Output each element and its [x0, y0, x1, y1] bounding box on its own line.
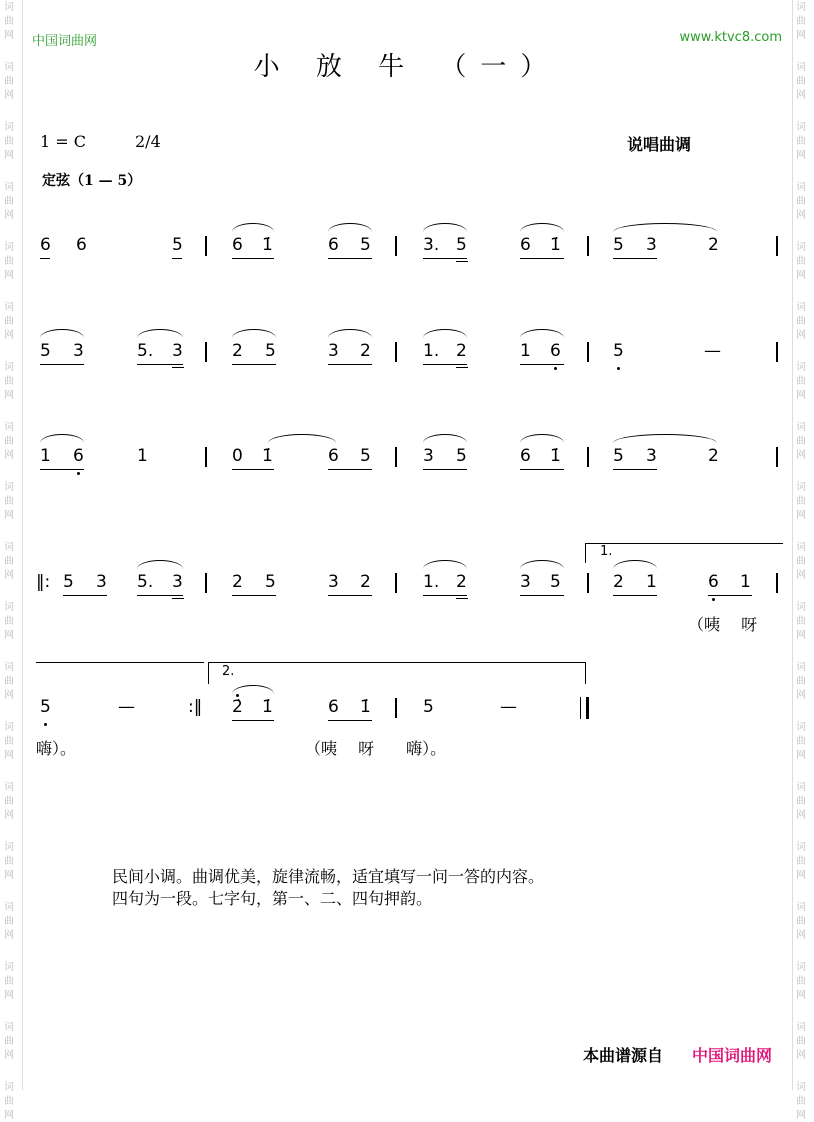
genre-label: 说唱曲调	[627, 135, 692, 154]
watermark-char: 网	[796, 210, 806, 221]
note: 2	[613, 572, 624, 592]
slur	[232, 329, 276, 338]
note: 3	[646, 446, 657, 466]
note: 6	[232, 235, 243, 255]
underline	[232, 469, 274, 470]
footer-source-link[interactable]: 中国词曲网	[692, 1046, 773, 1065]
watermark-char: 词	[796, 662, 806, 673]
watermark-char: 网	[4, 810, 14, 821]
watermark-char: 词	[796, 782, 806, 793]
watermark-char: 词	[796, 722, 806, 733]
watermark-char: 曲	[796, 376, 806, 387]
note: 0	[232, 446, 243, 466]
watermark-char: 词	[4, 602, 14, 613]
note: 5	[613, 446, 624, 466]
barline	[587, 236, 589, 256]
watermark-char: 词	[4, 902, 14, 913]
note: 5	[172, 235, 183, 255]
underline	[708, 595, 752, 596]
underline	[613, 258, 657, 259]
watermark-char: 曲	[4, 76, 14, 87]
note: 3	[423, 446, 434, 466]
note: —	[118, 697, 135, 717]
note: 5	[265, 341, 276, 361]
underline	[456, 367, 468, 368]
watermark-char: 词	[796, 962, 806, 973]
lyric-line5-left: 嗨）。	[36, 739, 77, 758]
barline	[587, 573, 589, 593]
watermark-char: 网	[4, 510, 14, 521]
underline	[613, 469, 657, 470]
high-octave-dot	[236, 694, 239, 697]
site-name-header[interactable]: 中国词曲网	[32, 34, 98, 49]
barline	[205, 447, 207, 467]
note: 1̇	[360, 697, 371, 717]
watermark-char: 词	[4, 62, 14, 73]
barline	[587, 342, 589, 362]
underline	[232, 720, 274, 721]
lyric-line4: （咦 呀	[688, 615, 758, 634]
watermark-char: 词	[796, 482, 806, 493]
watermark-char: 词	[4, 662, 14, 673]
volta-bracket	[585, 662, 586, 684]
note: 5.	[137, 572, 154, 592]
footer-source-label: 本曲谱源自	[583, 1046, 664, 1065]
note: 6	[40, 235, 51, 255]
note: 5	[360, 235, 371, 255]
watermark-char: 曲	[796, 16, 806, 27]
watermark-char: 曲	[4, 256, 14, 267]
slur	[613, 434, 717, 443]
underline	[423, 258, 467, 259]
watermark-char: 曲	[796, 496, 806, 507]
watermark-char: 词	[796, 902, 806, 913]
watermark-char: 曲	[796, 1036, 806, 1047]
watermark-char: 曲	[796, 676, 806, 687]
watermark-char: 词	[796, 1082, 806, 1093]
watermark-char: 曲	[796, 76, 806, 87]
underline	[232, 595, 276, 596]
note: 5	[456, 235, 467, 255]
volta-bracket	[585, 543, 783, 544]
underline	[456, 261, 468, 262]
right-watermark-strip	[792, 0, 814, 1121]
note: 5	[550, 572, 561, 592]
lyric-line5-right: （咦 呀 嗨）。	[305, 739, 447, 758]
note: 5.	[137, 341, 154, 361]
watermark-char: 曲	[4, 376, 14, 387]
low-octave-dot	[44, 723, 47, 726]
volta-bracket	[208, 662, 209, 684]
description-line-1: 民间小调。曲调优美，旋律流畅，适宜填写一问一答的内容。	[112, 867, 545, 886]
watermark-char: 词	[4, 242, 14, 253]
watermark-char: 网	[796, 810, 806, 821]
watermark-char: 曲	[4, 436, 14, 447]
note: —	[704, 341, 721, 361]
watermark-char: 曲	[4, 1096, 14, 1107]
left-watermark-strip	[0, 0, 22, 1121]
repeat-start: ‖:	[36, 572, 51, 592]
note: 5	[40, 697, 51, 717]
note: 6	[328, 697, 339, 717]
note: 5	[613, 341, 624, 361]
watermark-char: 词	[796, 362, 806, 373]
note: 2	[232, 572, 243, 592]
watermark-char: 词	[796, 182, 806, 193]
watermark-char: 词	[4, 722, 14, 733]
barline	[205, 236, 207, 256]
watermark-char: 曲	[4, 556, 14, 567]
note: 1̇	[262, 697, 273, 717]
final-barline	[580, 697, 589, 719]
watermark-char: 网	[796, 870, 806, 881]
underline	[423, 595, 467, 596]
watermark-char: 词	[796, 242, 806, 253]
note: 5	[456, 446, 467, 466]
watermark-char: 曲	[796, 316, 806, 327]
volta-bracket	[208, 662, 586, 663]
underline	[328, 469, 372, 470]
note: 1̇	[550, 235, 561, 255]
watermark-char: 词	[4, 122, 14, 133]
note: —	[500, 697, 517, 717]
note: 2	[232, 341, 243, 361]
watermark-char: 词	[4, 362, 14, 373]
underline	[520, 364, 564, 365]
slur	[268, 434, 336, 443]
slur	[423, 560, 467, 569]
watermark-char: 网	[4, 1050, 14, 1061]
watermark-char: 网	[796, 270, 806, 281]
barline	[395, 698, 397, 718]
note: 1	[520, 341, 531, 361]
note: 5	[360, 446, 371, 466]
watermark-char: 网	[796, 1110, 806, 1121]
note: 5	[40, 341, 51, 361]
underline	[423, 364, 467, 365]
watermark-char: 网	[796, 630, 806, 641]
slur	[423, 434, 467, 443]
note: 1	[740, 572, 751, 592]
watermark-char: 词	[796, 542, 806, 553]
barline	[205, 342, 207, 362]
note: 3	[520, 572, 531, 592]
watermark-char: 网	[4, 690, 14, 701]
note: 6	[708, 572, 719, 592]
note: 6	[520, 235, 531, 255]
slur	[328, 223, 372, 232]
watermark-char: 网	[4, 930, 14, 941]
slur	[613, 223, 717, 232]
watermark-char: 曲	[4, 796, 14, 807]
note: 3	[96, 572, 107, 592]
key-signature: 1 = C	[40, 132, 86, 151]
watermark-char: 词	[796, 2, 806, 13]
slur	[137, 329, 183, 338]
watermark-char: 曲	[796, 556, 806, 567]
watermark-char: 网	[4, 390, 14, 401]
watermark-char: 词	[4, 182, 14, 193]
site-url-header[interactable]: www.ktvc8.com	[679, 30, 782, 45]
low-octave-dot	[617, 367, 620, 370]
low-octave-dot	[554, 367, 557, 370]
watermark-char: 词	[796, 122, 806, 133]
underline	[40, 469, 84, 470]
watermark-char: 词	[796, 302, 806, 313]
watermark-char: 词	[4, 1082, 14, 1093]
slur	[137, 560, 183, 569]
watermark-char: 网	[4, 90, 14, 101]
song-title: 小 放 牛 （一）	[253, 52, 561, 82]
watermark-char: 网	[796, 930, 806, 941]
watermark-char: 网	[4, 630, 14, 641]
watermark-char: 网	[796, 510, 806, 521]
watermark-char: 词	[4, 482, 14, 493]
barline	[395, 573, 397, 593]
barline	[587, 447, 589, 467]
watermark-char: 网	[4, 150, 14, 161]
watermark-char: 词	[4, 782, 14, 793]
watermark-char: 网	[796, 150, 806, 161]
watermark-char: 网	[4, 750, 14, 761]
watermark-char: 曲	[4, 316, 14, 327]
slur	[328, 329, 372, 338]
underline	[328, 258, 372, 259]
underline	[520, 469, 564, 470]
watermark-char: 曲	[796, 196, 806, 207]
watermark-char: 曲	[796, 856, 806, 867]
watermark-char: 曲	[4, 496, 14, 507]
note: 2	[360, 572, 371, 592]
watermark-char: 曲	[796, 616, 806, 627]
volta-bracket	[36, 662, 204, 663]
note: 5	[613, 235, 624, 255]
note: 1̇	[262, 235, 273, 255]
note: 1	[646, 572, 657, 592]
watermark-char: 词	[4, 1022, 14, 1033]
barline	[395, 342, 397, 362]
watermark-char: 曲	[796, 916, 806, 927]
barline	[776, 447, 778, 467]
note: 3	[646, 235, 657, 255]
watermark-char: 曲	[796, 736, 806, 747]
watermark-char: 曲	[796, 976, 806, 987]
watermark-char: 曲	[796, 436, 806, 447]
watermark-char: 曲	[4, 676, 14, 687]
underline	[40, 258, 50, 259]
barline	[395, 236, 397, 256]
watermark-char: 曲	[4, 1036, 14, 1047]
watermark-char: 网	[4, 570, 14, 581]
watermark-char: 词	[796, 1022, 806, 1033]
watermark-char: 曲	[796, 136, 806, 147]
watermark-char: 词	[4, 2, 14, 13]
barline	[205, 573, 207, 593]
slur	[613, 560, 657, 569]
slur	[40, 329, 84, 338]
time-signature: 2/4	[135, 132, 161, 151]
slur	[232, 685, 274, 694]
barline	[776, 342, 778, 362]
watermark-char: 词	[4, 542, 14, 553]
watermark-char: 网	[796, 330, 806, 341]
underline	[613, 595, 657, 596]
slur	[423, 329, 467, 338]
underline	[63, 595, 107, 596]
note: 1	[137, 446, 148, 466]
note: 3	[172, 341, 183, 361]
underline	[137, 364, 183, 365]
note: 6	[76, 235, 87, 255]
watermark-char: 网	[4, 210, 14, 221]
slur	[423, 223, 467, 232]
left-edge-line	[22, 0, 23, 1090]
watermark-char: 网	[796, 90, 806, 101]
watermark-char: 词	[796, 62, 806, 73]
note: 5	[265, 572, 276, 592]
note: 1	[40, 446, 51, 466]
watermark-char: 网	[4, 330, 14, 341]
watermark-char: 网	[796, 990, 806, 1001]
note: 1.	[423, 341, 440, 361]
description-line-2: 四句为一段。七字句，第一、二、四句押韵。	[112, 889, 433, 908]
watermark-char: 曲	[4, 976, 14, 987]
watermark-char: 词	[796, 602, 806, 613]
underline	[137, 595, 183, 596]
note: 1̇	[262, 446, 273, 466]
low-octave-dot	[77, 472, 80, 475]
slur	[40, 434, 84, 443]
repeat-end: :‖	[188, 697, 203, 717]
note: 1̇	[550, 446, 561, 466]
watermark-char: 词	[4, 302, 14, 313]
watermark-char: 网	[796, 30, 806, 41]
watermark-char: 词	[796, 422, 806, 433]
note: 3	[73, 341, 84, 361]
note: 1.	[423, 572, 440, 592]
watermark-char: 网	[796, 750, 806, 761]
tuning-label: 定弦（1 — 5）	[42, 173, 142, 189]
watermark-char: 网	[796, 570, 806, 581]
volta-bracket	[585, 543, 586, 563]
watermark-char: 网	[4, 1110, 14, 1121]
note: 2	[456, 341, 467, 361]
underline	[232, 364, 276, 365]
volta-first-label: 1.	[600, 544, 613, 559]
watermark-char: 词	[796, 842, 806, 853]
underline	[520, 258, 564, 259]
underline	[328, 364, 372, 365]
underline	[456, 598, 468, 599]
underline	[172, 598, 184, 599]
watermark-char: 网	[796, 1050, 806, 1061]
underline	[172, 258, 182, 259]
note: 2	[360, 341, 371, 361]
note: 2	[456, 572, 467, 592]
watermark-char: 网	[4, 870, 14, 881]
barline	[776, 573, 778, 593]
watermark-char: 网	[796, 690, 806, 701]
watermark-char: 网	[4, 990, 14, 1001]
note: 3	[172, 572, 183, 592]
slur	[520, 329, 564, 338]
note: 3.	[423, 235, 440, 255]
watermark-char: 词	[4, 422, 14, 433]
watermark-char: 网	[4, 270, 14, 281]
note: 6	[550, 341, 561, 361]
underline	[328, 720, 372, 721]
watermark-char: 词	[4, 842, 14, 853]
watermark-char: 曲	[4, 616, 14, 627]
watermark-char: 曲	[4, 196, 14, 207]
note: 5	[423, 697, 434, 717]
watermark-char: 曲	[4, 136, 14, 147]
underline	[232, 258, 274, 259]
watermark-char: 曲	[4, 16, 14, 27]
watermark-char: 曲	[796, 1096, 806, 1107]
note: 6	[328, 235, 339, 255]
right-edge-line	[792, 0, 793, 1090]
watermark-char: 词	[4, 962, 14, 973]
underline	[40, 364, 84, 365]
slur	[520, 560, 564, 569]
slur	[232, 223, 274, 232]
note: 3	[328, 341, 339, 361]
watermark-char: 曲	[796, 796, 806, 807]
note: 2̇	[232, 697, 243, 717]
volta-second-label: 2.	[222, 664, 235, 679]
note: 6	[328, 446, 339, 466]
barline	[395, 447, 397, 467]
underline	[423, 469, 467, 470]
watermark-char: 曲	[4, 736, 14, 747]
note: 3	[328, 572, 339, 592]
watermark-char: 曲	[4, 916, 14, 927]
underline	[328, 595, 372, 596]
slur	[520, 223, 564, 232]
slur	[520, 434, 564, 443]
note: 2	[708, 446, 719, 466]
watermark-char: 网	[4, 30, 14, 41]
underline	[172, 367, 184, 368]
watermark-char: 网	[796, 390, 806, 401]
watermark-char: 曲	[4, 856, 14, 867]
watermark-char: 网	[4, 450, 14, 461]
low-octave-dot	[712, 598, 715, 601]
note: 2	[708, 235, 719, 255]
note: 6	[73, 446, 84, 466]
barline	[776, 236, 778, 256]
note: 5	[63, 572, 74, 592]
underline	[520, 595, 564, 596]
note: 6	[520, 446, 531, 466]
watermark-char: 曲	[796, 256, 806, 267]
watermark-char: 网	[796, 450, 806, 461]
